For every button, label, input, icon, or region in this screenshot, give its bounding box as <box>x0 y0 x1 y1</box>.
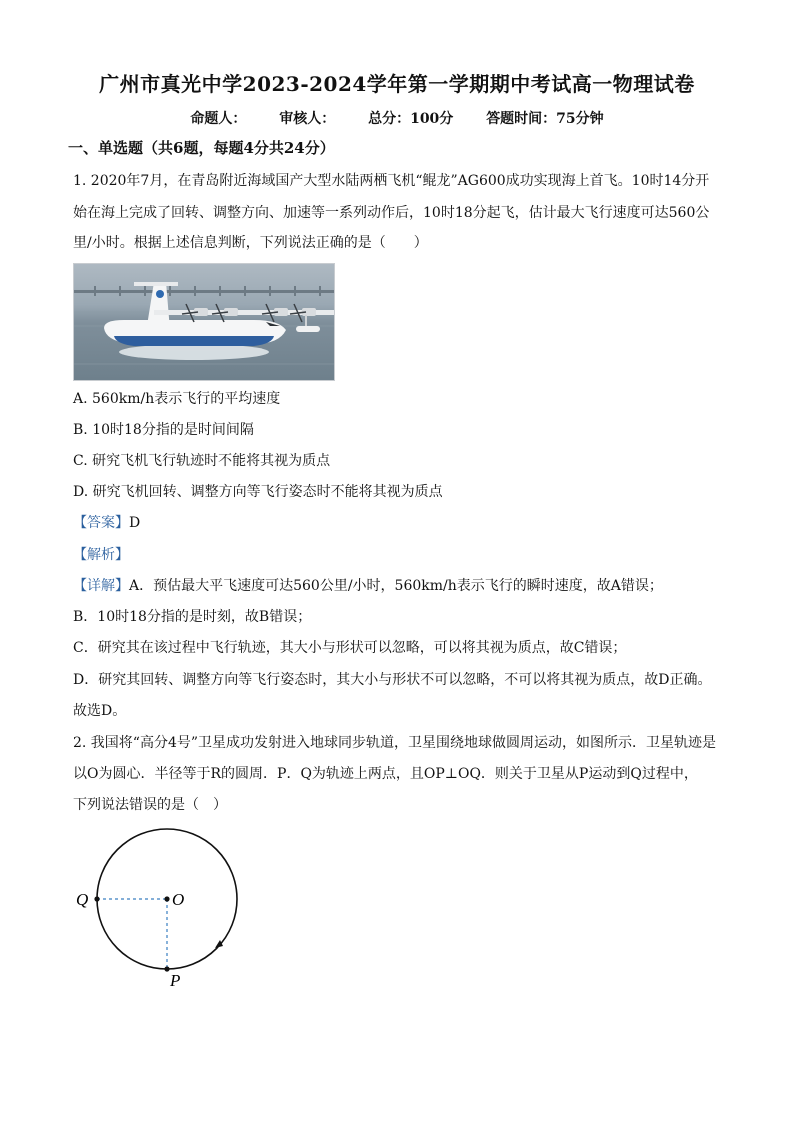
q1-option-a: A. 560km/h表示飞行的平均速度 <box>73 391 281 407</box>
orbit-diagram <box>70 824 250 989</box>
q1-conclusion: 故选D。 <box>73 703 127 719</box>
q1-option-c: C. 研究飞机飞行轨迹时不能将其视为质点 <box>73 453 331 469</box>
seaplane-icon <box>74 264 334 380</box>
setter-label: 命题人： <box>190 111 247 127</box>
orbit-figure <box>70 824 250 989</box>
point-p <box>164 966 169 971</box>
q1-detail-b: B．10时18分指的是时刻，故B错误； <box>73 609 312 625</box>
q1-line-2: 始在海上完成了回转、调整方向、加速等一系列动作后，10时18分起飞，估计最大飞行速度可达560公 <box>73 205 710 221</box>
page-title: 广州市真光中学2023-2024学年第一学期期中考试高一物理试卷 <box>99 72 695 96</box>
label-o: O <box>172 890 185 909</box>
q1-option-d: D. 研究飞机回转、调整方向等飞行姿态时不能将其视为质点 <box>73 484 443 500</box>
section-heading: 一、单选题（共6题，每题4分共24分） <box>68 139 335 157</box>
q1-line-3: 里/小时。根据上述信息判断，下列说法正确的是（ ） <box>73 235 428 251</box>
q2-line-3: 下列说法错误的是（ ） <box>73 797 227 813</box>
q2-line-1: 2. 我国将“高分4号”卫星成功发射进入地球同步轨道，卫星围绕地球做圆周运动，如图所示．卫星轨迹是 <box>73 735 717 751</box>
direction-arrow-icon <box>215 940 223 948</box>
q1-answer <box>73 513 723 533</box>
answer-label: 【答案】 <box>73 515 129 531</box>
point-q <box>94 896 99 901</box>
q1-detail-c: C．研究其在该过程中飞行轨迹，其大小与形状可以忽略，可以将其视为质点，故C错误； <box>73 640 627 656</box>
total-score: 总分：100分 <box>368 111 454 127</box>
q1-detail-d: D．研究其回转、调整方向等飞行姿态时，其大小与形状不可以忽略，不可以将其视为质点，故D正确。 <box>73 672 712 688</box>
reviewer-label: 审核人： <box>279 111 336 127</box>
detail-text-a: A．预估最大平飞速度可达560公里/小时，560km/h表示飞行的瞬时速度，故A错误； <box>129 578 663 594</box>
q1-detail-a <box>73 576 723 596</box>
detail-label: 【详解】 <box>73 578 129 594</box>
label-p: P <box>170 971 181 989</box>
label-q: Q <box>76 890 89 909</box>
answer-value: D <box>129 515 141 531</box>
q1-line-1: 1. 2020年7月，在青岛附近海域国产大型水陆两栖飞机“鲲龙”AG600成功实现海上首飞。10时14分开 <box>73 173 710 189</box>
seaplane-photo <box>73 263 335 381</box>
center-point-o <box>164 896 169 901</box>
exam-meta <box>0 108 794 128</box>
q1-analysis-label: 【解析】 <box>73 547 129 563</box>
exam-time: 答题时间：75分钟 <box>486 111 604 127</box>
q1-option-b: B. 10时18分指的是时间间隔 <box>73 422 254 438</box>
q2-line-2: 以O为圆心．半径等于R的圆周．P．Q为轨迹上两点，且OP⊥OQ．则关于卫星从P运动到Q过程中， <box>73 766 698 782</box>
